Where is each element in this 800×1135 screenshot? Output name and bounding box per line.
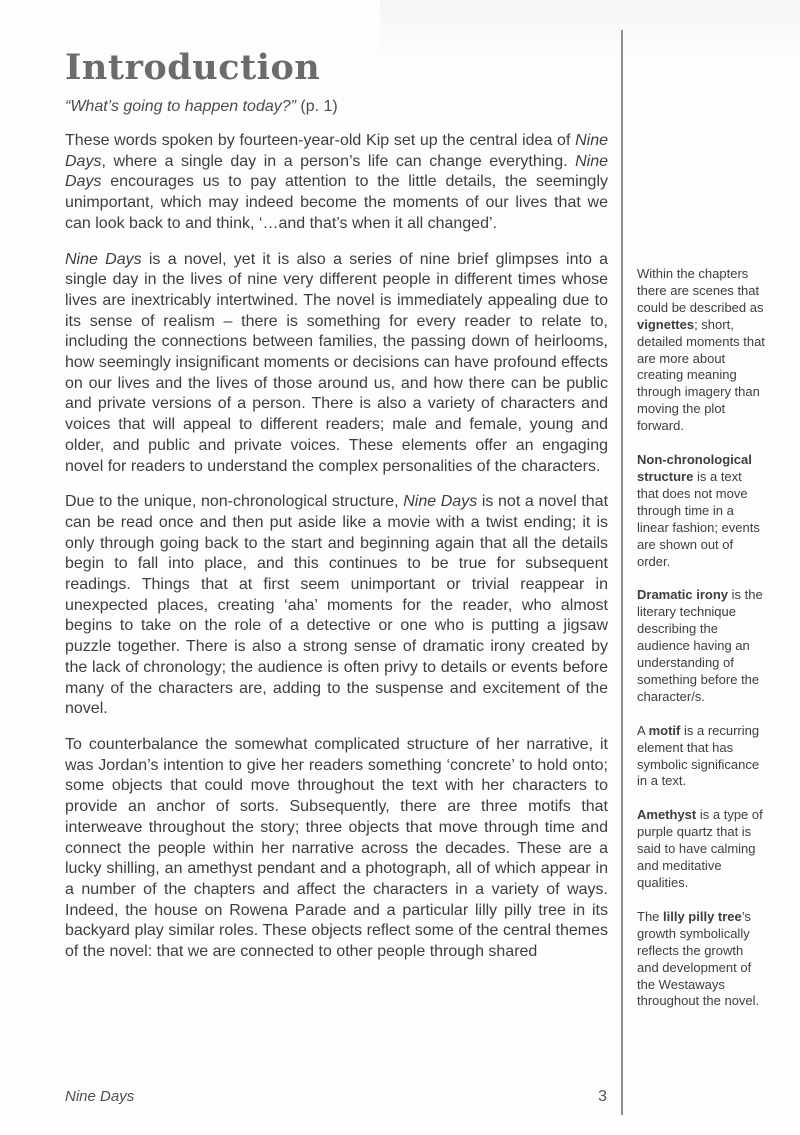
margin-note-vignettes: Within the chapters there are scenes that could be described as vignettes; short, detailed moments that are more about creating meaning through imagery than moving the plot forward.	[637, 266, 765, 434]
page-subtitle: “What’s going to happen today?” (p. 1)	[65, 98, 338, 115]
margin-note-dramatic-irony: Dramatic irony is the literary technique describing the audience having an understanding of something before the character/s.	[637, 587, 763, 704]
body-paragraph: To counterbalance the somewhat complicated structure of her narrative, it was Jordan’s intention to give her readers something ‘concrete’ to hold onto; some objects that could move throughout the text with her characters to provide an anchor of sorts. Subsequently, there are three motifs that interweave throughout the story; three objects that move through time and connect the people within her narrative across the decades. These are a lucky shilling, an amethyst pendant and a photograph, all of which appear in a number of the chapters and affect the characters in a variety of ways. Indeed, the house on Rowena Parade and a particular lilly pilly tree in its backyard play similar roles. These objects reflect some of the central themes of the novel: that we are connected to other people through shared	[65, 735, 608, 961]
margin-note-motif: A motif is a recurring element that has symbolic significance in a text.	[637, 722, 760, 789]
page-number: 3	[598, 1088, 607, 1105]
vertical-divider	[621, 30, 623, 1115]
footer-book-title: Nine Days	[65, 1088, 135, 1105]
body-paragraph: Due to the unique, non-chronological structure, Nine Days is not a novel that can be read once and then put aside like a movie with a twist ending; it is only through going back to the start and beginning again that all the details begin to fall into place, and this continues to be true for subsequent readings. Things that at first seem unimportant or trivial reappear in unexpected places, creating ‘aha’ moments for the reader, who almost begins to take on the role of a detective or one who is putting a jigsaw puzzle together. There is also a strong sense of dramatic irony created by the lack of chronology; the audience is often privy to details or events before many of the characters are, adding to the suspense and excitement of the novel.	[65, 493, 609, 718]
body-paragraph: These words spoken by fourteen-year-old Kip set up the central idea of Nine Days, where a single day in a person’s life can change everything. Nine Days encourages us to pay attention to the little details, the seemingly unimportant, which may indeed become the moments of our lives that we can look back to and think, ‘…and that’s when it all changed’.	[65, 132, 608, 232]
margin-note-lilly-pilly-tree: The lilly pilly tree’s growth symbolically reflects the growth and development of the Westaways throughout the novel.	[637, 908, 760, 1009]
page-title: Introduction	[65, 47, 321, 88]
body-paragraph: Nine Days is a novel, yet it is also a series of nine brief glimpses into a single day in the lives of nine very different people in different times whose lives are inextricably intertwined. The novel is immediately appealing due to its sense of realism – there is something for every reader to relate to, including the connections between families, the passing down of heirlooms, how seemingly insignificant moments or decisions can have profound effects on our lives and the lives of those around us, and how there can be public and private versions of a person. There is also a variety of characters and voices that will appeal to different readers; male and female, young and older, and public and private voices. These elements offer an engaging novel for readers to understand the complex personalities of the characters.	[65, 250, 609, 475]
margin-note-amethyst: Amethyst is a type of purple quartz that is said to have calming and meditative qualities.	[637, 807, 763, 890]
main-column	[65, 47, 609, 963]
margin-note-non-chronological-structure: Non-chronological structure is a text that does not move through time in a linear fashion; events are shown out of order.	[637, 452, 760, 569]
margin-notes-column	[637, 266, 765, 1027]
